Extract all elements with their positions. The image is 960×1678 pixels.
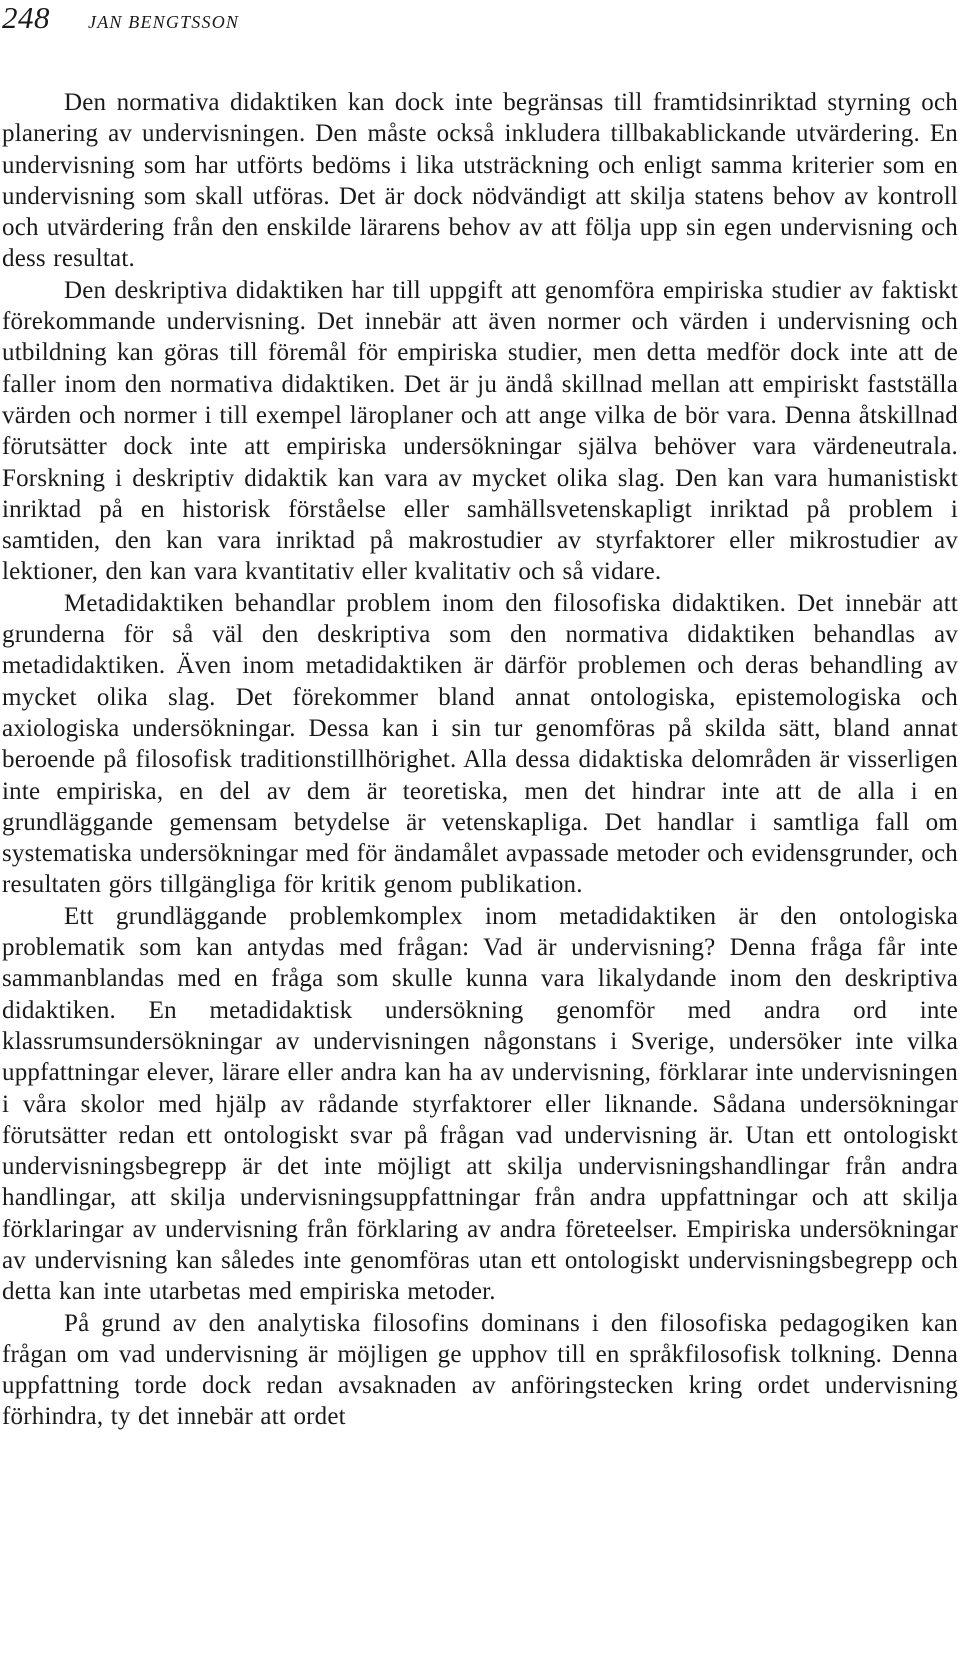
running-head bbox=[2, 0, 239, 40]
page-number: 248 bbox=[2, 0, 50, 35]
body-text bbox=[2, 87, 958, 1433]
paragraph-ontological-problem: Ett grundläggande problemkomplex inom metadidaktiken är den ontologiska problematik som kan antydas med frågan: Vad är undervisning? Denna fråga får inte sammanblandas med en fråga som skulle kunna vara likalydande inom den deskriptiva didaktiken. En metadidaktisk undersökning genomför med andra ord inte klassrumsundersökningar av undervisningen någonstans i Sverige, undersöker inte vilka uppfattningar elever, lärare eller andra kan ha av undervisning, förklarar inte undervisningen i våra skolor med hjälp av rådande styrfaktorer eller liknande. Sådana undersökningar förutsätter redan ett ontologiskt svar på frågan vad undervisning är. Utan ett ontologiskt undervisningsbegrepp är det inte möjligt att skilja undervisningshandlingar från andra handlingar, att skilja undervisningsuppfattningar från andra uppfattningar och att skilja förklaringar av undervisning från förklaring av andra företeelser. Empiriska undersökningar av undervisning kan således inte genomföras utan ett ontologiskt undervisningsbegrepp och detta kan inte utarbetas med empiriska metoder. bbox=[2, 902, 958, 1306]
paragraph-normative-evaluation: Den normativa didaktiken kan dock inte begränsas till framtidsinriktad styrning och planering av undervisningen. Den måste också inkludera tillbakablickande utvärdering. En undervisning som har utförts bedöms i lika utsträckning och enligt samma kriterier som en undervisning som skall utföras. Det är dock nödvändigt att skilja statens behov av kontroll och utvärdering från den enskilde lärarens behov av att följa upp sin egen undervisning och dess resultat. bbox=[2, 89, 958, 273]
running-head-author: JAN BENGTSSON bbox=[88, 12, 240, 32]
paragraph-descriptive-didactics: Den deskriptiva didaktiken har till uppgift att genomföra empiriska studier av faktiskt förekommande undervisning. Det innebär att även normer och värden i undervisning och utbildning kan göras till föremål för empiriska studier, men detta medför dock inte att de faller inom den normativa didaktiken. Det är ju ändå skillnad mellan att empiriskt fastställa värden och normer i till exempel läroplaner och att ange vilka de bör vara. Denna åtskillnad förutsätter dock inte att empiriska undersökningar själva behöver vara värdeneutrala. Forskning i deskriptiv didaktik kan vara av mycket olika slag. Den kan vara humanistiskt inriktad på en historisk förståelse eller samhällsvetenskapligt inriktad på problem i samtiden, den kan vara inriktad på makrostudier av styrfaktorer eller mikrostudier av lektioner, den kan vara kvantitativ eller kvalitativ och så vidare. bbox=[2, 276, 958, 586]
paragraph-metadidactics: Metadidaktiken behandlar problem inom den filosofiska didaktiken. Det innebär att grunderna för så väl den deskriptiva som den normativa didaktiken behandlas av metadidaktiken. Även inom metadidaktiken är därför problemen och deras behandling av mycket olika slag. Det förekommer bland annat ontologiska, epistemologiska och axiologiska undersökningar. Dessa kan i sin tur genomföras på skilda sätt, bland annat beroende på filosofisk traditionstillhörighet. Alla dessa didaktiska delområden är visserligen inte empiriska, en del av dem är teoretiska, men det hindrar inte att de alla i en grundläggande gemensam betydelse är vetenskapliga. Det handlar i samtliga fall om systematiska undersökningar med för ändamålet avpassade metoder och evidensgrunder, och resultaten görs tillgängliga för kritik genom publikation. bbox=[2, 589, 958, 899]
paragraph-analytic-philosophy: På grund av den analytiska filosofins dominans i den filosofiska pedagogiken kan frågan om vad undervisning är möjligen ge upphov till en språkfilosofisk tolkning. Denna uppfattning torde dock redan avsaknaden av anföringstecken kring ordet undervisning förhindra, ty det innebär att ordet bbox=[2, 1309, 958, 1431]
